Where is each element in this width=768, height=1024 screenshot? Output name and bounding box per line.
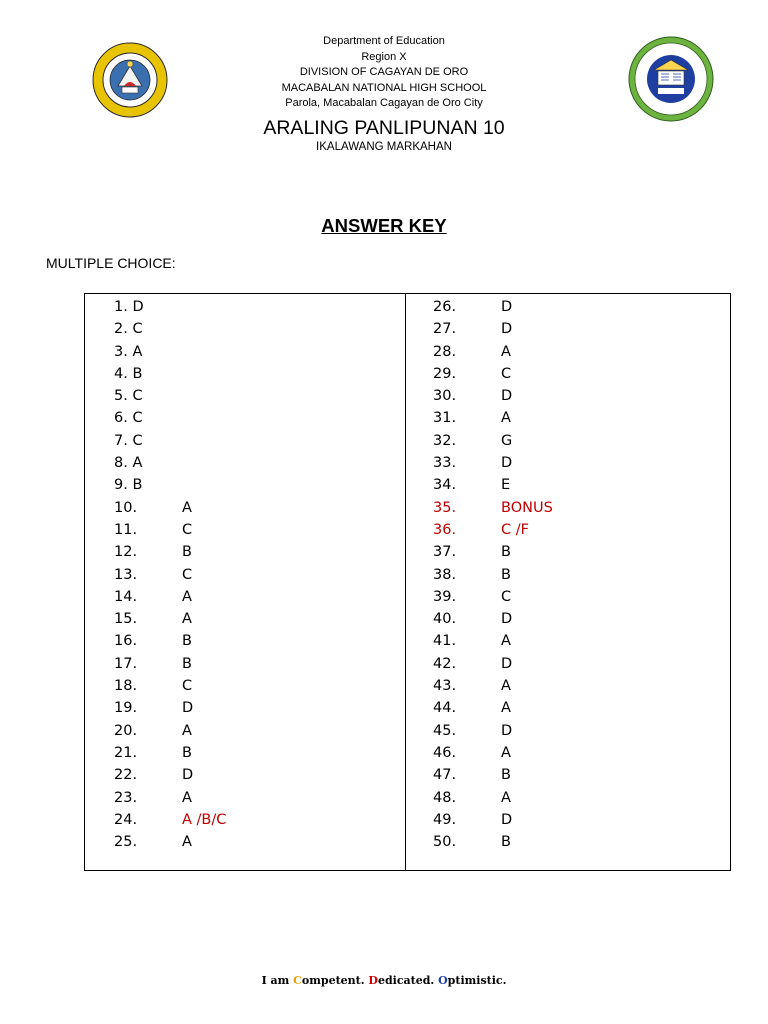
item-answer: D [182,767,194,784]
item-number: 6. C [114,410,143,427]
item-number: 16. [114,633,138,650]
deped-seal-logo [92,42,168,118]
header-line: Parola, Macabalan Cagayan de Oro City [285,97,483,109]
item-number: 26. [433,299,457,315]
item-answer: B [501,834,511,851]
school-header [184,34,584,112]
item-number: 46. [433,744,457,761]
item-answer: C [501,365,512,382]
item-number: 38. [433,566,457,583]
item-answer: A [182,611,192,628]
item-answer: A [501,678,511,695]
subject-title: ARALING PANLIPUNAN 10 [263,117,505,139]
item-number: 47. [433,767,457,784]
item-number: 45. [433,722,457,739]
item-answer: A [501,633,511,650]
item-answer: C [501,588,512,605]
item-number: 10. [114,499,138,516]
item-number: 20. [114,722,138,739]
item-number: 5. C [114,388,143,405]
item-answer: E [501,477,511,494]
item-answer: D [501,611,513,628]
column-divider [405,294,406,870]
item-number: 48. [433,789,457,806]
item-number: 19. [114,700,138,717]
item-number: 29. [433,365,457,382]
item-number: 2. C [114,321,143,338]
item-number: 50. [433,834,457,851]
item-number: 18. [114,678,138,695]
page-title: ANSWER KEY [321,215,447,236]
item-number: 36. [433,521,457,538]
item-number: 21. [114,744,138,761]
item-number: 37. [433,544,457,561]
item-answer: A [182,588,192,605]
item-number: 12. [114,544,138,561]
item-answer: D [501,722,513,739]
item-answer: D [501,321,513,338]
deped-seal-icon [92,42,168,118]
item-number: 7. C [114,432,143,449]
item-number: 11. [114,521,138,538]
item-answer: B [182,744,192,761]
item-answer: A [182,499,192,516]
quarter-subtitle: IKALAWANG MARKAHAN [316,141,452,153]
item-answer: B [501,566,511,583]
item-number: 4. B [114,365,143,382]
item-number: 13. [114,566,138,583]
item-number: 34. [433,477,457,494]
item-number: 43. [433,678,457,695]
item-number: 41. [433,633,457,650]
answer-key-table [84,293,731,871]
item-number: 33. [433,455,457,472]
item-answer: A [182,789,192,806]
item-answer: B [501,767,511,784]
item-answer: C [182,678,193,695]
motto-letter-d: D [368,974,378,987]
item-answer: A [501,789,511,806]
item-answer: G [501,432,513,449]
school-seal-logo [628,36,714,122]
item-number: 9. B [114,477,143,494]
item-number: 23. [114,789,138,806]
item-number: 40. [433,611,457,628]
item-number: 32. [433,432,457,449]
item-number: 44. [433,700,457,717]
item-number: 49. [433,811,457,828]
item-number: 30. [433,388,457,405]
section-label: MULTIPLE CHOICE: [46,255,176,271]
item-number: 14. [114,588,138,605]
item-number: 3. A [114,343,143,360]
item-answer: BONUS [501,499,553,516]
item-number: 31. [433,410,457,427]
item-answer: A [501,700,511,717]
item-answer: D [501,655,513,672]
item-answer: A /B/C [182,811,227,828]
item-number: 35. [433,499,457,516]
item-number: 39. [433,588,457,605]
header-line: DIVISION OF CAGAYAN DE ORO [299,66,469,78]
motto-word-competent: ompetent. [301,974,369,987]
motto-letter-o: O [438,974,448,987]
item-number: 8. A [114,455,143,472]
item-number: 28. [433,343,457,360]
header-line: Region X [361,50,407,63]
item-answer: A [501,744,511,761]
item-answer: A [501,343,511,360]
item-answer: C [182,566,193,583]
item-answer: D [501,388,513,405]
item-number: 15. [114,611,138,628]
motto-letter-c: C [293,974,302,987]
item-answer: B [501,544,511,561]
item-number: 24. [114,811,138,828]
school-motto [0,974,768,988]
item-answer: A [501,410,511,427]
item-answer: B [182,633,192,650]
item-answer: A [182,722,192,739]
item-number: 25. [114,834,138,851]
item-number: 17. [114,655,138,672]
school-seal-icon [628,36,714,122]
item-number: 27. [433,321,457,338]
item-answer: C /F [501,521,529,538]
item-number: 22. [114,767,138,784]
item-answer: D [501,811,513,828]
motto-word-dedicated: edicated. [377,974,439,987]
item-answer: A [182,834,192,851]
item-number: 1. D [114,299,144,315]
header-line: MACABALAN NATIONAL HIGH SCHOOL [281,81,487,94]
motto-prefix: I am [261,974,294,987]
item-answer: D [182,700,194,717]
item-answer: C [182,521,193,538]
item-answer: D [501,455,513,472]
item-answer: D [501,299,513,315]
item-number: 42. [433,655,457,672]
header-line: Department of Education [323,35,445,47]
motto-word-optimistic: ptimistic. [447,974,507,987]
item-answer: B [182,655,192,672]
item-answer: B [182,544,192,561]
